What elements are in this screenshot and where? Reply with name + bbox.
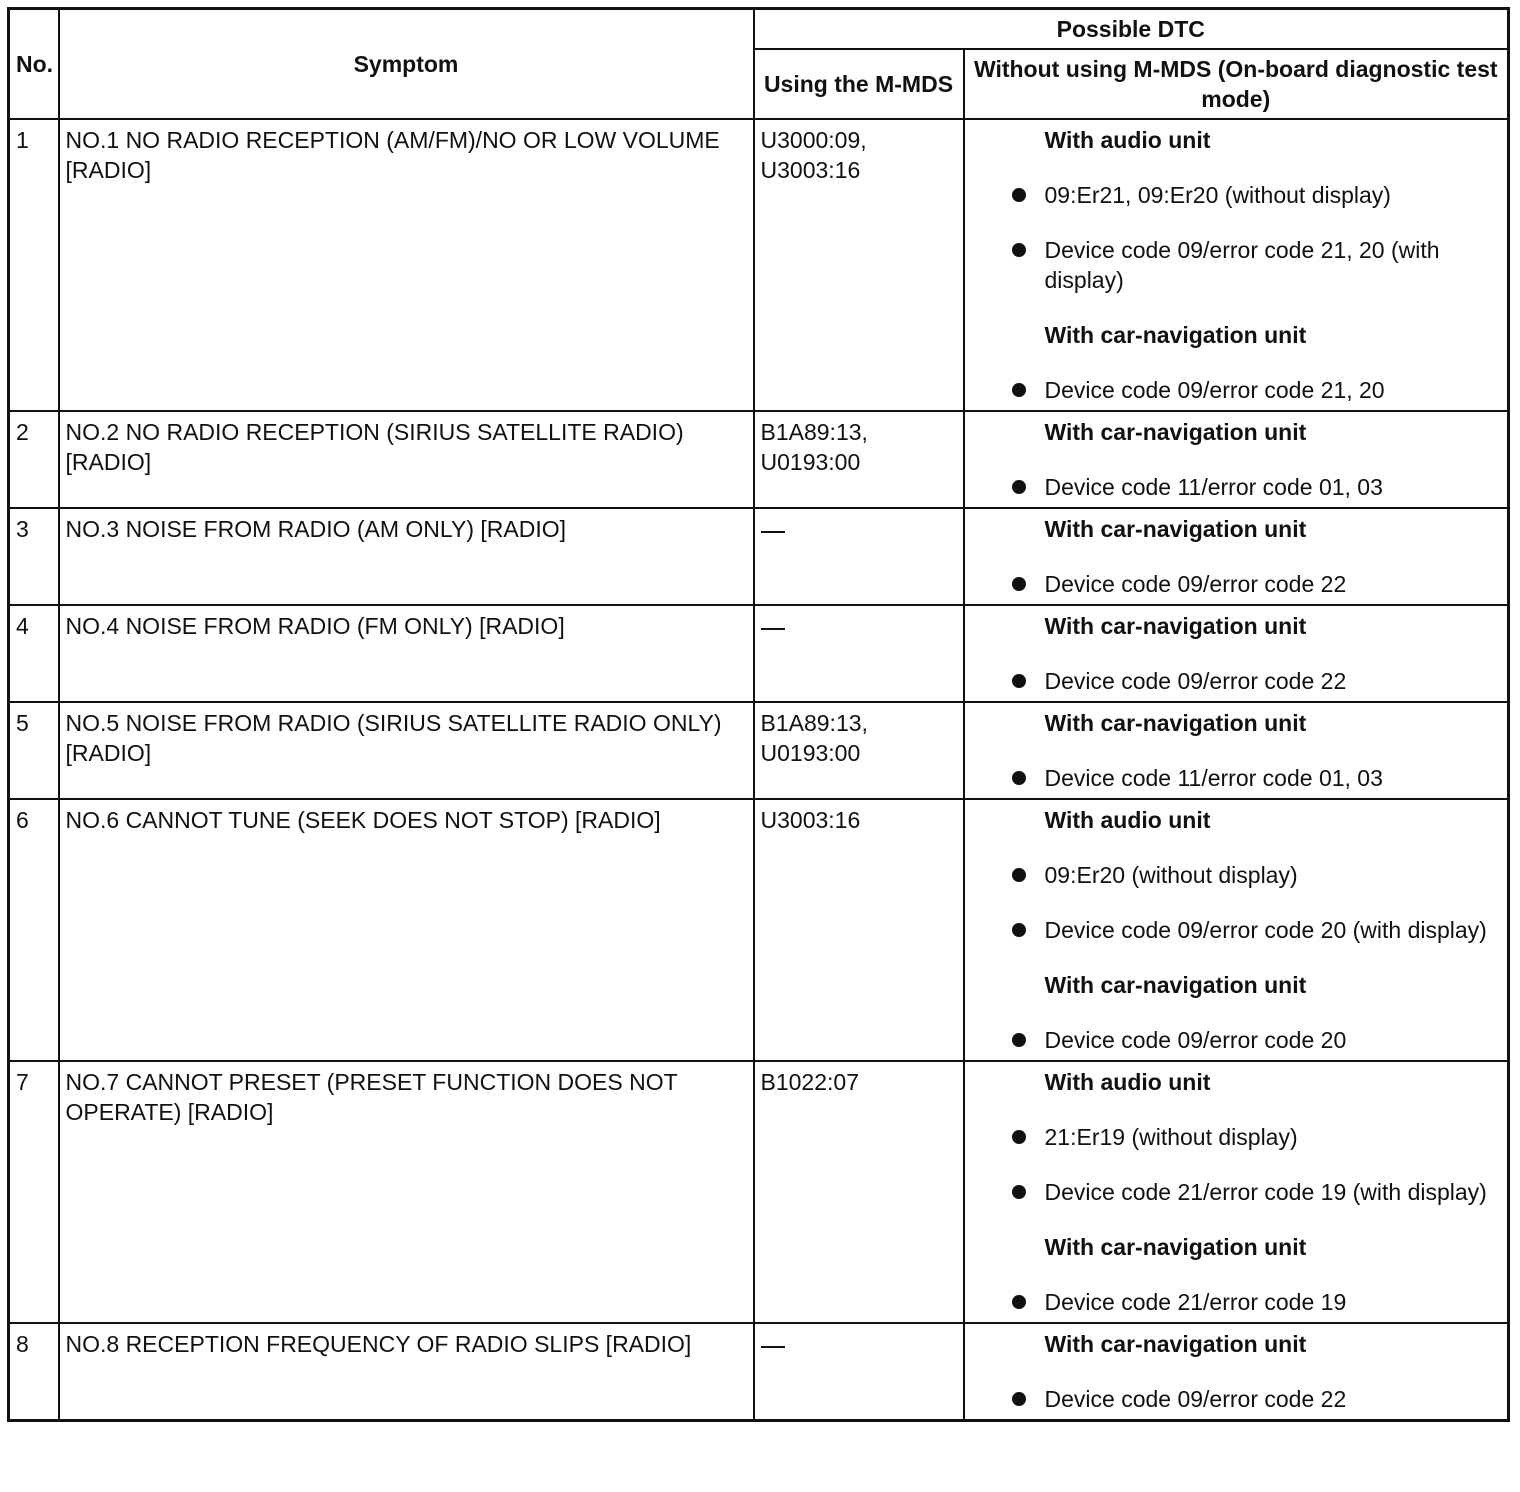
col-header-no: No. — [9, 9, 59, 120]
mmds-dtc-code: B1022:07 — [760, 1069, 859, 1095]
table-row — [9, 119, 1509, 411]
table-row — [9, 411, 1509, 508]
mmds-dtc-cell — [754, 799, 964, 1061]
bullet-icon — [1012, 188, 1026, 202]
onboard-dtc-list — [971, 708, 1502, 793]
dtc-list-item — [1045, 666, 1502, 696]
mmds-dtc-code: U0193:00 — [760, 740, 861, 766]
bullet-icon — [1012, 674, 1026, 688]
symptom-cell: NO.5 NOISE FROM RADIO (SIRIUS SATELLITE RADIO ONLY) [RADIO] — [59, 702, 754, 799]
symptom-cell: NO.8 RECEPTION FREQUENCY OF RADIO SLIPS [RADIO] — [59, 1323, 754, 1421]
dtc-list-item-text: Device code 09/error code 21, 20 (with display) — [1044, 237, 1440, 293]
table-row — [9, 605, 1509, 702]
not-applicable-dash — [761, 1346, 785, 1348]
mmds-dtc-cell — [754, 1323, 964, 1421]
row-number: 3 — [9, 508, 59, 605]
unit-heading: With car-navigation unit — [1044, 972, 1307, 998]
symptom-cell: NO.4 NOISE FROM RADIO (FM ONLY) [RADIO] — [59, 605, 754, 702]
onboard-dtc-list — [971, 514, 1502, 599]
not-applicable-dash — [761, 531, 785, 533]
row-number: 1 — [9, 119, 59, 411]
onboard-dtc-list — [971, 805, 1502, 1055]
onboard-dtc-cell — [964, 508, 1509, 605]
dtc-table-body — [9, 119, 1509, 1421]
dtc-list-item-text: Device code 09/error code 20 — [1044, 1027, 1347, 1053]
mmds-dtc-code: U3003:16 — [760, 807, 861, 833]
bullet-icon — [1012, 577, 1026, 591]
symptom-cell: NO.3 NOISE FROM RADIO (AM ONLY) [RADIO] — [59, 508, 754, 605]
dtc-list-item-text: Device code 21/error code 19 — [1044, 1289, 1347, 1315]
dtc-list-item-text: Device code 09/error code 21, 20 — [1044, 377, 1385, 403]
dtc-list-item-text: 09:Er20 (without display) — [1044, 862, 1298, 888]
mmds-dtc-code: U3003:16 — [760, 157, 861, 183]
mmds-dtc-code: U3000:09, — [760, 127, 867, 153]
bullet-icon — [1012, 771, 1026, 785]
dtc-list-item — [1045, 1025, 1502, 1055]
mmds-dtc-code: B1A89:13, — [760, 710, 868, 736]
dtc-list-item — [1045, 1177, 1502, 1207]
col-header-possible-dtc: Possible DTC — [754, 9, 1509, 50]
onboard-dtc-cell — [964, 702, 1509, 799]
row-number: 7 — [9, 1061, 59, 1323]
onboard-dtc-cell — [964, 119, 1509, 411]
unit-heading: With audio unit — [1044, 807, 1211, 833]
mmds-dtc-cell — [754, 508, 964, 605]
onboard-dtc-list — [971, 125, 1502, 405]
onboard-dtc-cell — [964, 1323, 1509, 1421]
symptom-cell: NO.6 CANNOT TUNE (SEEK DOES NOT STOP) [RADIO] — [59, 799, 754, 1061]
bullet-icon — [1012, 243, 1026, 257]
onboard-dtc-list — [971, 611, 1502, 696]
dtc-table — [7, 7, 1510, 1422]
unit-heading: With car-navigation unit — [1044, 419, 1307, 445]
symptom-cell: NO.7 CANNOT PRESET (PRESET FUNCTION DOES NOT OPERATE) [RADIO] — [59, 1061, 754, 1323]
mmds-dtc-cell — [754, 702, 964, 799]
bullet-icon — [1012, 383, 1026, 397]
dtc-list-item — [1045, 375, 1502, 405]
dtc-table-container — [7, 7, 1507, 1422]
dtc-list-item — [1045, 235, 1502, 295]
row-number: 4 — [9, 605, 59, 702]
dtc-list-item — [1045, 569, 1502, 599]
col-header-without-mmds: Without using M-MDS (On-board diagnostic test mode) — [964, 49, 1509, 119]
table-row — [9, 702, 1509, 799]
dtc-list-item — [1045, 763, 1502, 793]
dtc-list-item-text: Device code 09/error code 20 (with display) — [1044, 917, 1487, 943]
table-row — [9, 508, 1509, 605]
unit-heading: With audio unit — [1044, 1069, 1211, 1095]
bullet-icon — [1012, 1130, 1026, 1144]
unit-heading: With car-navigation unit — [1044, 1234, 1307, 1260]
bullet-icon — [1012, 1033, 1026, 1047]
bullet-icon — [1012, 1295, 1026, 1309]
row-number: 6 — [9, 799, 59, 1061]
mmds-dtc-cell — [754, 411, 964, 508]
bullet-icon — [1012, 868, 1026, 882]
col-header-using-mmds: Using the M-MDS — [754, 49, 964, 119]
dtc-list-item-text: 21:Er19 (without display) — [1044, 1124, 1298, 1150]
dtc-list-item-text: Device code 21/error code 19 (with display) — [1044, 1179, 1487, 1205]
symptom-cell: NO.1 NO RADIO RECEPTION (AM/FM)/NO OR LOW VOLUME [RADIO] — [59, 119, 754, 411]
onboard-dtc-list — [971, 1329, 1502, 1414]
table-row — [9, 1323, 1509, 1421]
table-row — [9, 799, 1509, 1061]
not-applicable-dash — [761, 628, 785, 630]
row-number: 5 — [9, 702, 59, 799]
onboard-dtc-list — [971, 417, 1502, 502]
bullet-icon — [1012, 1185, 1026, 1199]
dtc-list-item — [1045, 915, 1502, 945]
dtc-list-item-text: Device code 11/error code 01, 03 — [1044, 765, 1383, 791]
bullet-icon — [1012, 480, 1026, 494]
dtc-list-item — [1045, 1287, 1502, 1317]
bullet-icon — [1012, 923, 1026, 937]
onboard-dtc-cell — [964, 605, 1509, 702]
mmds-dtc-cell — [754, 1061, 964, 1323]
dtc-list-item — [1045, 1384, 1502, 1414]
symptom-cell: NO.2 NO RADIO RECEPTION (SIRIUS SATELLITE RADIO) [RADIO] — [59, 411, 754, 508]
header-row-1 — [9, 9, 1509, 50]
unit-heading: With car-navigation unit — [1044, 613, 1307, 639]
dtc-list-item-text: Device code 11/error code 01, 03 — [1044, 474, 1383, 500]
onboard-dtc-list — [971, 1067, 1502, 1317]
dtc-list-item — [1045, 1122, 1502, 1152]
unit-heading: With car-navigation unit — [1044, 322, 1307, 348]
unit-heading: With car-navigation unit — [1044, 1331, 1307, 1357]
bullet-icon — [1012, 1392, 1026, 1406]
onboard-dtc-cell — [964, 799, 1509, 1061]
dtc-list-item-text: 09:Er21, 09:Er20 (without display) — [1044, 182, 1391, 208]
mmds-dtc-code: B1A89:13, — [760, 419, 868, 445]
row-number: 8 — [9, 1323, 59, 1421]
dtc-list-item-text: Device code 09/error code 22 — [1044, 668, 1347, 694]
dtc-list-item-text: Device code 09/error code 22 — [1044, 1386, 1347, 1412]
unit-heading: With audio unit — [1044, 127, 1211, 153]
col-header-symptom: Symptom — [59, 9, 754, 120]
mmds-dtc-cell — [754, 119, 964, 411]
dtc-list-item — [1045, 180, 1502, 210]
onboard-dtc-cell — [964, 1061, 1509, 1323]
dtc-list-item — [1045, 472, 1502, 502]
onboard-dtc-cell — [964, 411, 1509, 508]
dtc-list-item-text: Device code 09/error code 22 — [1044, 571, 1347, 597]
unit-heading: With car-navigation unit — [1044, 516, 1307, 542]
dtc-list-item — [1045, 860, 1502, 890]
row-number: 2 — [9, 411, 59, 508]
mmds-dtc-cell — [754, 605, 964, 702]
mmds-dtc-code: U0193:00 — [760, 449, 861, 475]
unit-heading: With car-navigation unit — [1044, 710, 1307, 736]
table-row — [9, 1061, 1509, 1323]
